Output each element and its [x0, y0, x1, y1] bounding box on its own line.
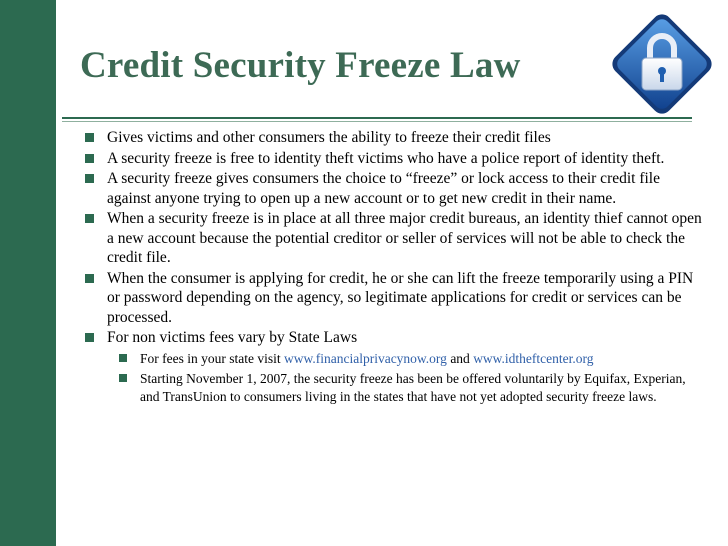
bullet-item: A security freeze is free to identity theft victims who have a police report of identity theft. [82, 149, 702, 169]
square-bullet-icon [85, 333, 94, 342]
padlock-icon [600, 2, 724, 126]
title-rule [62, 117, 692, 119]
bullet-item: Gives victims and other consumers the ability to freeze their credit files [82, 128, 702, 148]
title-rule-thin [62, 121, 692, 122]
bullet-item: For non victims fees vary by State Laws For fees in your state visit www.financialprivacynow.org and www.idtheftcenter.org Starting November 1, 2007, the security freeze has been be offered voluntarily by Equifax, Experian, and TransUnion to consumers living in the states that have not yet adopted security freeze laws. [82, 328, 702, 405]
bullet-list [82, 128, 702, 408]
square-bullet-icon [85, 133, 94, 142]
idtheftcenter-link[interactable]: www.idtheftcenter.org [473, 350, 594, 366]
square-bullet-icon [85, 154, 94, 163]
sub-bullet-item: For fees in your state visit www.financialprivacynow.org and www.idtheftcenter.org [107, 350, 702, 368]
slide-title: Credit Security Freeze Law [80, 45, 521, 86]
sidebar-band [0, 0, 56, 546]
financialprivacynow-link[interactable]: www.financialprivacynow.org [283, 350, 447, 366]
square-bullet-icon [119, 374, 127, 382]
bullet-item: When a security freeze is in place at all three major credit bureaus, an identity thief cannot open a new account because the potential creditor or seller of services will not be able to check the credit file. [82, 209, 702, 268]
bullet-item: A security freeze gives consumers the choice to “freeze” or lock access to their credit file against anyone trying to open up a new account or to get new credit in their name. [82, 169, 702, 208]
square-bullet-icon [85, 214, 94, 223]
bullet-item: When the consumer is applying for credit, he or she can lift the freeze temporarily using a PIN or password depending on the agency, so legitimate applications for credit or services can be processed. [82, 269, 702, 328]
square-bullet-icon [85, 174, 94, 183]
sub-bullet-list [107, 350, 702, 406]
sub-bullet-item: Starting November 1, 2007, the security freeze has been be offered voluntarily by Equifax, Experian, and TransUnion to consumers living in the states that have not yet adopted security freeze laws. [107, 370, 702, 405]
square-bullet-icon [85, 274, 94, 283]
square-bullet-icon [119, 354, 127, 362]
